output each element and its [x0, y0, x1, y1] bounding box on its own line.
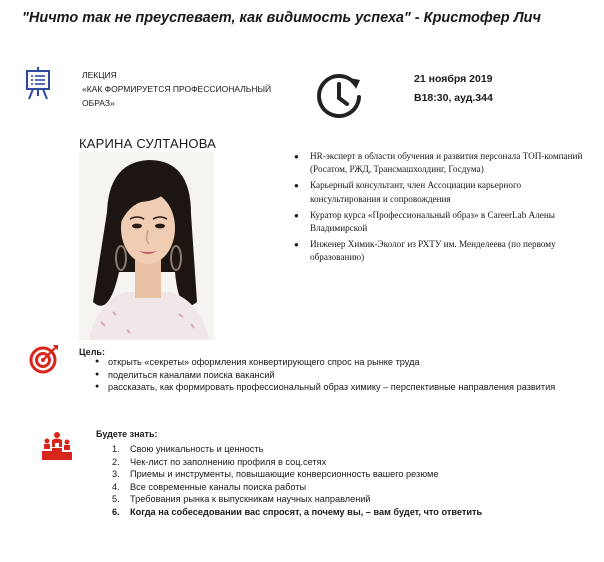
- target-icon: [29, 344, 59, 374]
- bio-item: ● HR-эксперт в области обучения и развития персонала ТОП-компаний (Росатом, РЖД, Трансмашхолдинг, Госдума): [292, 150, 592, 176]
- knowledge-item-text: Чек-лист по заполнению профиля в соц.сетях: [130, 456, 327, 467]
- goal-item: ● открыть «секреты» оформления конвертирующего спрос на рынке труда: [95, 356, 571, 369]
- knowledge-list: [112, 443, 582, 519]
- goals-label: Цель:: [79, 347, 105, 357]
- lecture-label: ЛЕКЦИЯ: [82, 70, 117, 80]
- knowledge-item-number: 1.: [112, 444, 120, 454]
- knowledge-item-text: Приемы и инструменты, повышающие конверсионность вашего резюме: [130, 469, 439, 480]
- knowledge-item-text: Требования рынка к выпускникам научных направлений: [130, 494, 371, 505]
- knowledge-item: [112, 481, 582, 494]
- knowledge-item-number: 5.: [112, 494, 120, 505]
- goals-list: [95, 356, 571, 394]
- knowledge-item-text: Когда на собеседовании вас спросят, а почему вы, – вам будет, что ответить: [130, 506, 483, 517]
- presentation-board-icon: [24, 66, 52, 100]
- knowledge-item: [112, 493, 582, 506]
- knowledge-item-text: Свою уникальность и ценность: [130, 444, 264, 454]
- knowledge-item: [112, 443, 582, 456]
- event-date: 21 ноября 2019: [414, 73, 493, 85]
- podium-icon: [41, 431, 73, 461]
- knowledge-item: [112, 506, 582, 519]
- knowledge-item-number: 2.: [112, 456, 120, 467]
- goal-item: ● рассказать, как формировать профессиональный образ химику – перспективные направления развития: [95, 381, 571, 394]
- bio-item: ● Куратор курса «Профессиональный образ» в CareerLab Алены Владимирской: [292, 209, 592, 235]
- clock-icon: [314, 72, 364, 122]
- knowledge-label: Будете знать:: [96, 429, 158, 439]
- speaker-bio-list: [292, 150, 592, 268]
- quote: "Ничто так не преуспевает, как видимость успеха" - Кристофер Лич: [22, 10, 541, 26]
- bio-item: ● Карьерный консультант, член Ассоциации карьерного консультирования и сопровождения: [292, 179, 592, 205]
- knowledge-item-number: 6.: [112, 506, 120, 517]
- knowledge-item: [112, 468, 582, 481]
- speaker-photo: [79, 152, 214, 340]
- knowledge-item-text: Все современные каналы поиска работы: [130, 481, 307, 492]
- event-time: В18:30, ауд.344: [414, 92, 493, 104]
- knowledge-item-number: 3.: [112, 469, 120, 480]
- bio-item: ● Инженер Химик-Эколог из РХТУ им. Менделеева (по первому образованию): [292, 238, 592, 264]
- knowledge-item-number: 4.: [112, 481, 120, 492]
- goal-item: ● поделиться каналами поиска вакансий: [95, 369, 571, 382]
- speaker-name: КАРИНА СУЛТАНОВА: [79, 136, 217, 151]
- knowledge-item: [112, 456, 582, 469]
- lecture-title: «КАК ФОРМИРУЕТСЯ ПРОФЕССИОНАЛЬНЫЙ ОБРАЗ»: [82, 84, 272, 108]
